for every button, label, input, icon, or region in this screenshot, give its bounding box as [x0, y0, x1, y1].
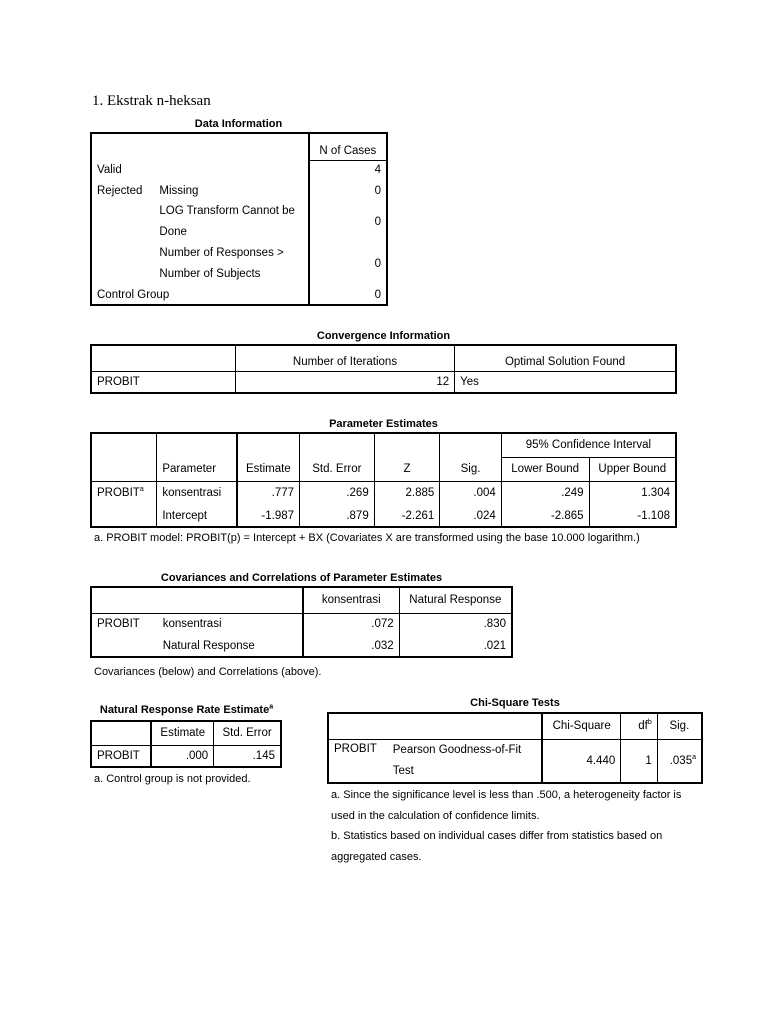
cov-natural-response-header: Natural Response — [399, 587, 512, 613]
chi-square-value: 4.440 — [542, 739, 621, 783]
upper-bound-value: 1.304 — [589, 481, 676, 505]
z-header: Z — [374, 457, 440, 481]
lower-bound-header: Lower Bound — [501, 457, 589, 481]
log-transform-label: LOG Transform Cannot be Done — [154, 201, 308, 243]
sig-value: .024 — [440, 505, 501, 527]
parameter-estimates-footnote: a. PROBIT model: PROBIT(p) = Intercept + BX (Covariates X are transformed using the base 10.000 logarithm.) — [94, 532, 640, 544]
z-value: 2.885 — [374, 481, 440, 505]
chi-square-header: Chi-Square — [542, 713, 621, 739]
chi-square-footnotes — [331, 785, 681, 867]
cov-konsentrasi-header: konsentrasi — [303, 587, 399, 613]
natural-response-title: Natural Response Rate Estimate$^a$ — [99, 703, 274, 716]
std-error-header: Std. Error — [300, 457, 375, 481]
std-error-value: .269 — [300, 481, 375, 505]
param-header: Parameter — [157, 457, 237, 481]
log-transform-value: 0 — [309, 201, 387, 243]
nr-std-error-header: Std. Error — [214, 721, 281, 745]
cov-row-name: Natural Response — [158, 635, 303, 657]
cov-value: .830 — [399, 613, 512, 635]
iterations-header: Number of Iterations — [235, 345, 454, 371]
param-name: Intercept — [157, 505, 237, 527]
chi-row-label: PROBIT — [328, 739, 388, 783]
data-information-title: Data Information — [194, 118, 283, 130]
chi-square-table — [327, 712, 703, 784]
cov-value: .072 — [303, 613, 399, 635]
estimate-value: -1.987 — [237, 505, 300, 527]
convergence-row-label: PROBIT — [91, 371, 235, 393]
cov-row-label: PROBIT — [91, 613, 158, 635]
covariances-footnote: Covariances (below) and Correlations (above). — [94, 666, 322, 678]
parameter-estimates-title: Parameter Estimates — [329, 418, 438, 430]
nr-estimate-header: Estimate — [151, 721, 213, 745]
parameter-estimates-table — [90, 432, 677, 528]
control-group-label: Control Group — [91, 285, 309, 305]
convergence-title: Convergence Information — [316, 330, 451, 342]
chi-footnote-line: b. Statistics based on individual cases differ from statistics based on — [331, 830, 663, 842]
chi-footnote-line: aggregated cases. — [331, 850, 422, 863]
data-information-table — [90, 132, 388, 306]
sig-header: Sig. — [440, 457, 501, 481]
lower-bound-value: -2.865 — [501, 505, 589, 527]
df-header: $df^b$ — [621, 713, 658, 739]
missing-value: 0 — [309, 180, 387, 201]
nr-estimate-value: .000 — [151, 745, 213, 767]
convergence-table — [90, 344, 677, 394]
estimate-header: Estimate — [237, 457, 300, 481]
sig-value: .004 — [440, 481, 501, 505]
nr-row-label: PROBIT — [91, 745, 151, 767]
std-error-value: .879 — [300, 505, 375, 527]
upper-bound-value: -1.108 — [589, 505, 676, 527]
upper-bound-header: Upper Bound — [589, 457, 676, 481]
covariances-title: Covariances and Correlations of Parameter Estimates — [160, 572, 443, 584]
chi-footnote-line: used in the calculation of confidence limits. — [331, 809, 540, 822]
section-heading: 1. Ekstrak n-heksan — [92, 93, 211, 109]
chi-footnote-line: a. Since the significance level is less than .500, a heterogeneity factor is — [331, 789, 682, 801]
chi-square-title: Chi-Square Tests — [470, 697, 560, 709]
lower-bound-value: .249 — [501, 481, 589, 505]
estimate-value: .777 — [237, 481, 300, 505]
chi-sig-value: .035$^a$ — [657, 739, 702, 783]
cov-value: .021 — [399, 635, 512, 657]
covariances-table — [90, 586, 513, 658]
iterations-value: 12 — [235, 371, 454, 393]
optimal-value: Yes — [455, 371, 676, 393]
control-group-value: 0 — [309, 285, 387, 305]
cov-row-name: konsentrasi — [158, 613, 303, 635]
valid-value: 4 — [309, 160, 387, 180]
chi-sig-header: Sig. — [657, 713, 702, 739]
natural-response-footnote: a. Control group is not provided. — [94, 773, 251, 785]
df-value: 1 — [621, 739, 658, 783]
rejected-label: Rejected — [91, 180, 154, 201]
cov-value: .032 — [303, 635, 399, 657]
nr-std-error-value: .145 — [214, 745, 281, 767]
z-value: -2.261 — [374, 505, 440, 527]
ci-header: 95% Confidence Interval — [501, 433, 676, 457]
valid-label: Valid — [91, 160, 154, 180]
n-of-cases-header: N of Cases — [309, 133, 387, 160]
optimal-header: Optimal Solution Found — [455, 345, 676, 371]
num-responses-label: Number of Responses > Number of Subjects — [154, 243, 308, 285]
natural-response-table — [90, 720, 282, 768]
chi-test-name: Pearson Goodness-of-Fit Test — [388, 739, 542, 783]
param-name: konsentrasi — [157, 481, 237, 505]
num-responses-value: 0 — [309, 243, 387, 285]
missing-label: Missing — [154, 180, 308, 201]
probit-row-label: PROBIT$^a$ — [91, 481, 157, 505]
